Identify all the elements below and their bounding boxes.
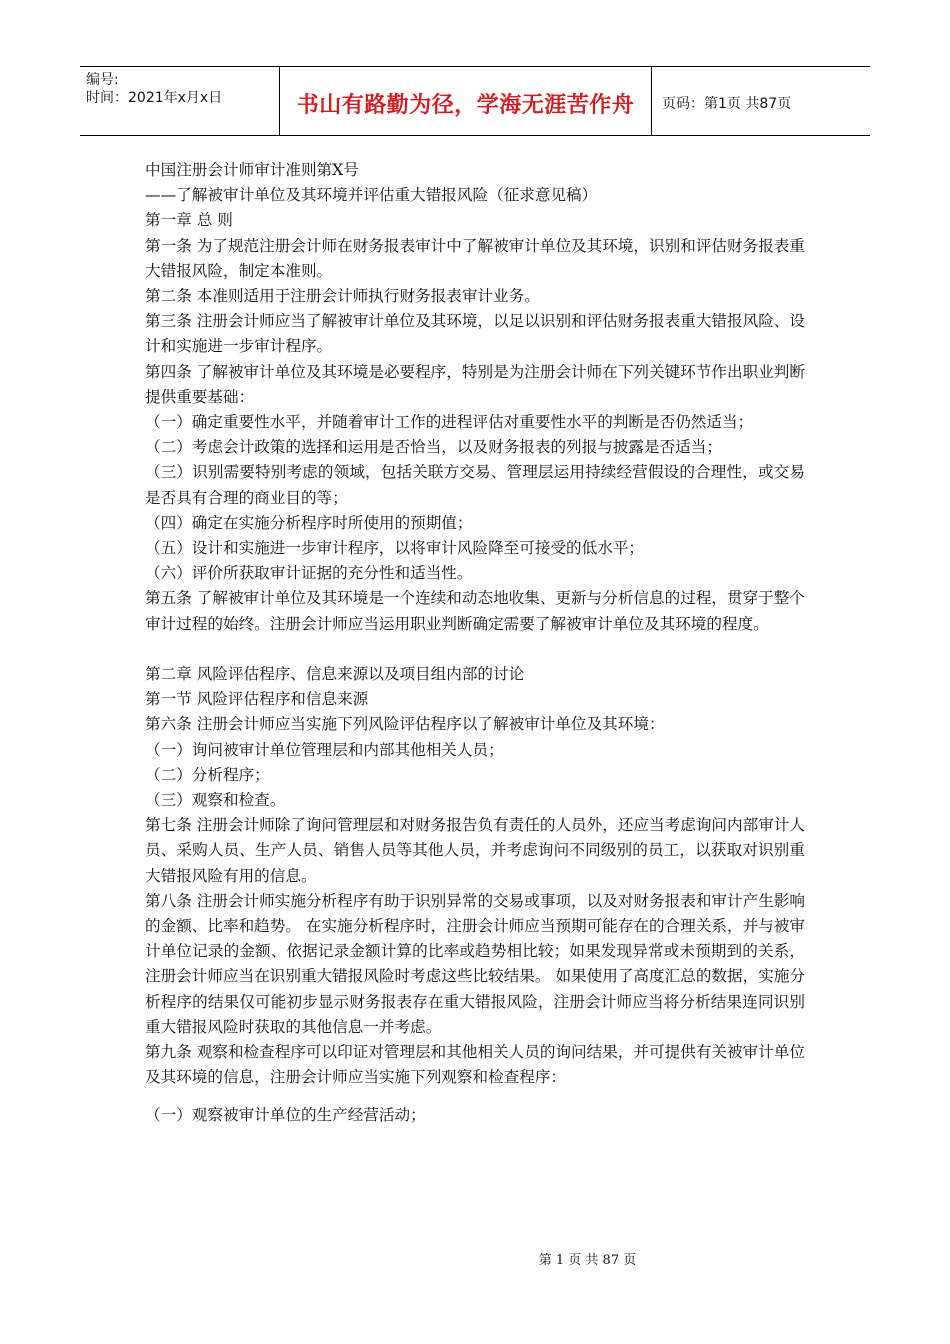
document-subtitle: ——了解被审计单位及其环境并评估重大错报风险（征求意见稿）	[145, 186, 598, 205]
footer-page-number: 第 1 页 共 87 页	[538, 1253, 637, 1268]
document-body	[145, 158, 805, 1128]
section-heading: 第一节 风险评估程序和信息来源	[145, 690, 369, 709]
list-item: （三）识别需要特别考虑的领域，包括关联方交易、管理层运用持续经营假设的合理性，或交易是否具有合理的商业目的等；	[145, 463, 805, 507]
document-number-label: 编号:	[86, 72, 119, 88]
page-footer	[0, 1249, 950, 1268]
article-paragraph: 第五条 了解被审计单位及其环境是一个连续和动态地收集、更新与分析信息的过程，贯穿于整个审计过程的始终。注册会计师应当运用职业判断确定需要了解被审计单位及其环境的程度。	[145, 589, 805, 633]
list-item: （一）确定重要性水平，并随着审计工作的进程评估对重要性水平的判断是否仍然适当；	[145, 413, 754, 432]
list-item: （一）询问被审计单位管理层和内部其他相关人员；	[145, 740, 504, 759]
paragraph-spacer	[145, 1091, 805, 1103]
article-paragraph: 第四条 了解被审计单位及其环境是必要程序，特别是为注册会计师在下列关键环节作出职业判断提供重要基础：	[145, 362, 805, 406]
list-item: （二）考虑会计政策的选择和运用是否恰当，以及财务报表的列报与披露是否适当；	[145, 438, 722, 457]
header-motto: 书山有路勤为径，学海无涯苦作舟	[296, 92, 635, 118]
document-time-label: 时间：2021年x月x日	[86, 90, 223, 106]
document-title: 中国注册会计师审计准则第X号	[145, 161, 359, 179]
list-item: （三）观察和检查。	[145, 791, 286, 810]
article-paragraph: 第一条 为了规范注册会计师在财务报表审计中了解被审计单位及其环境，识别和评估财务报表重大错报风险，制定本准则。	[145, 236, 805, 280]
article-paragraph: 第六条 注册会计师应当实施下列风险评估程序以了解被审计单位及其环境：	[145, 715, 665, 734]
header-page-info: 页码：第1页 共87页	[662, 96, 792, 112]
article-paragraph: 第二条 本准则适用于注册会计师执行财务报表审计业务。	[145, 287, 540, 306]
list-item: （五）设计和实施进一步审计程序，以将审计风险降至可接受的低水平；	[145, 539, 645, 558]
list-item: （六）评价所获取审计证据的充分性和适当性。	[145, 564, 473, 583]
page-header	[80, 66, 870, 136]
article-paragraph: 第三条 注册会计师应当了解被审计单位及其环境，以足以识别和评估财务报表重大错报风险、设计和实施进一步审计程序。	[145, 312, 805, 356]
list-item: （一）观察被审计单位的生产经营活动；	[145, 1105, 426, 1124]
header-meta	[80, 67, 280, 135]
header-motto-cell	[280, 67, 652, 135]
chapter-heading: 第二章 风险评估程序、信息来源以及项目组内部的讨论	[145, 665, 525, 684]
list-item: （二）分析程序；	[145, 765, 270, 784]
article-paragraph: 第七条 注册会计师除了询问管理层和对财务报告负有责任的人员外，还应当考虑询问内部审计人员、采购人员、生产人员、销售人员等其他人员，并考虑询问不同级别的员工，以获取对识别重大错报风险有用的信息。	[145, 816, 805, 885]
chapter-heading: 第一章 总 则	[145, 211, 233, 230]
article-paragraph: 第八条 注册会计师实施分析程序有助于识别异常的交易或事项，以及对财务报表和审计产生影响的金额、比率和趋势。 在实施分析程序时，注册会计师应当预期可能存在的合理关系，并与被审计单位记录的金额、依据记录金额计算的比率或趋势相比较；如果发现异常或未预期到的关系，注册会计师应当在识别重大错报风险时考虑这些比较结果。 如果使用了高度汇总的数据，实施分析程序的结果仅可能初步显示财务报表存在重大错报风险，注册会计师应当将分析结果连同识别重大错报风险时获取的其他信息一并考虑。	[145, 891, 805, 1036]
article-paragraph: 第九条 观察和检查程序可以印证对管理层和其他相关人员的询问结果，并可提供有关被审计单位及其环境的信息，注册会计师应当实施下列观察和检查程序：	[145, 1043, 805, 1087]
list-item: （四）确定在实施分析程序时所使用的预期值；	[145, 513, 473, 532]
paragraph-spacer	[145, 637, 805, 662]
